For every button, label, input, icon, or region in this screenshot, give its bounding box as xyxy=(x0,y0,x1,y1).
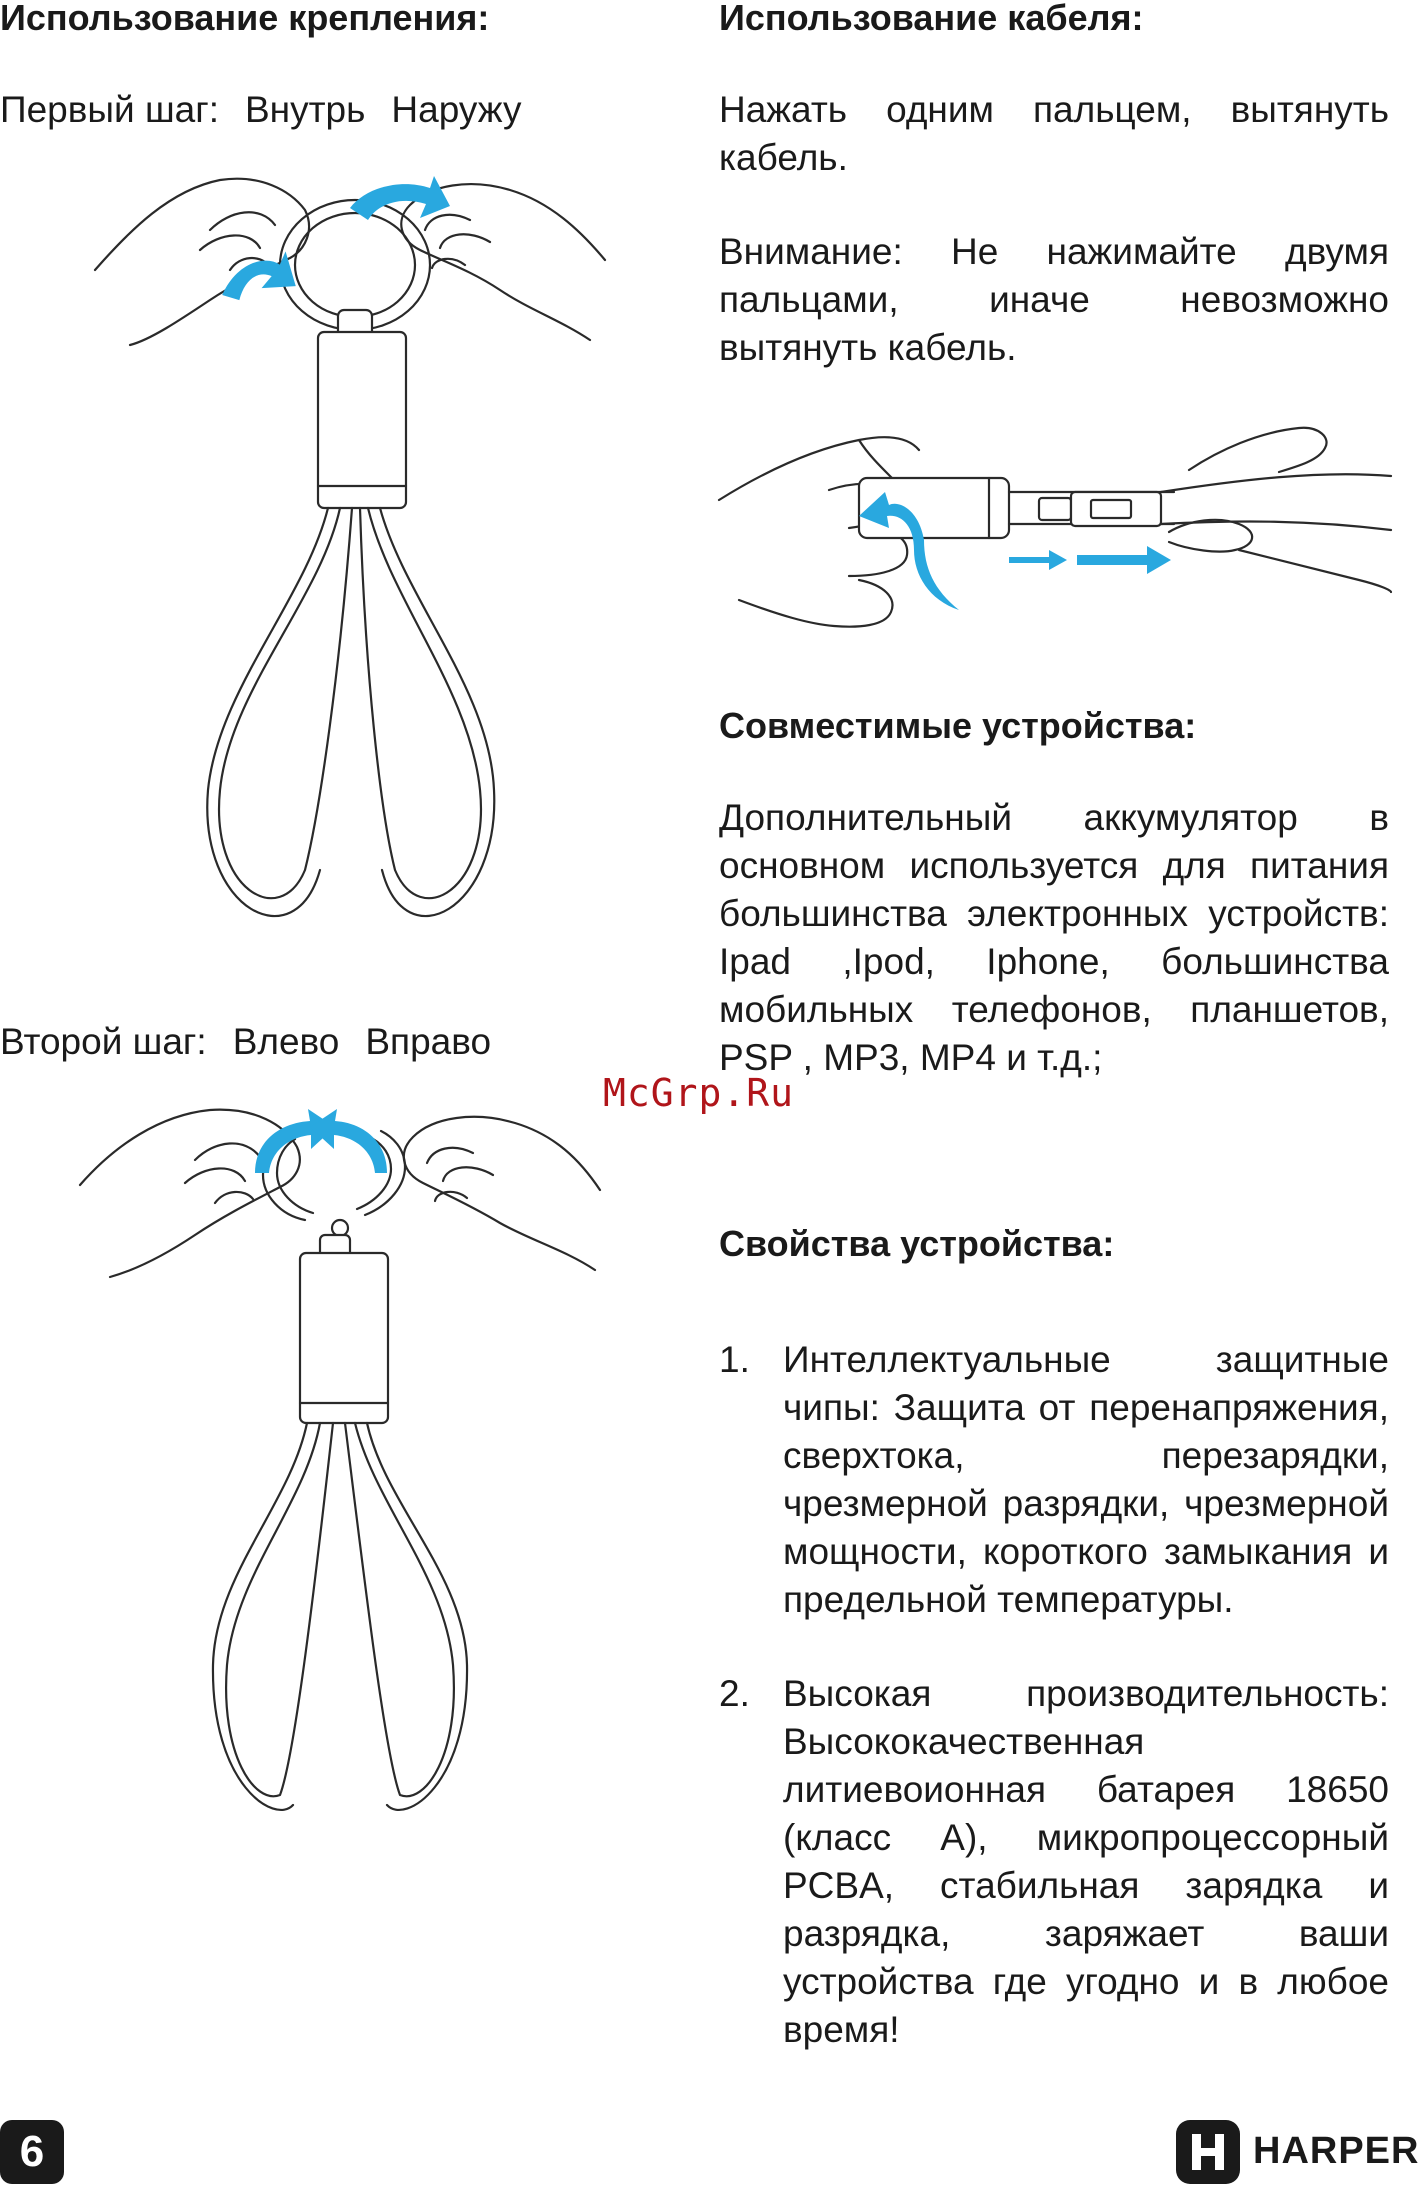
properties-list xyxy=(719,1336,1389,2054)
device-properties-heading: Свойства устройства: xyxy=(719,1223,1115,1264)
mount-usage-heading: Использование крепления: xyxy=(0,0,490,38)
step1-out-label: Наружу xyxy=(391,89,522,130)
step1-label: Первый шаг: xyxy=(0,89,219,130)
step2-right-label: Вправо xyxy=(365,1021,492,1062)
cable-instruction-text: Нажать одним пальцем, вытянуть кабель. xyxy=(719,89,1389,178)
step2-left-label: Влево xyxy=(232,1021,340,1062)
list-item-number: 1. xyxy=(719,1339,750,1380)
list-item-text: Интеллектуальные защитные чипы: Защита от перенапряжения, сверхтока, перезарядки, чрезмерной разрядки, чрезмерной мощности, короткого замыкания и предельной температуры. xyxy=(783,1339,1389,1620)
page-number: 6 xyxy=(0,2120,64,2184)
step2-illustration xyxy=(75,1105,605,1835)
step2-caption xyxy=(0,1018,491,1066)
step1-caption xyxy=(0,86,521,134)
list-item-text: Высокая производительность: Высококачественная литиевоионная батарея 18650 (класс A), микропроцессорный PCBA, стабильная зарядка и разрядка, заряжает ваши устройства где угодно и в любое время! xyxy=(783,1673,1389,2050)
brand-name: HARPER xyxy=(1253,2130,1419,2172)
step1-illustration xyxy=(90,170,610,970)
list-item-number: 2. xyxy=(719,1673,750,1714)
watermark: McGrp.Ru xyxy=(603,1071,795,1115)
cable-warning-text: Внимание: Не нажимайте двумя пальцами, иначе невозможно вытянуть кабель. xyxy=(719,231,1389,368)
compatible-devices-text: Дополнительный аккумулятор в основном используется для питания большинства электронных устройств: Ipad ,Ipod, Iphone, большинства мобильных телефонов, планшетов, PSP , MP3, MP4 и т.д.; xyxy=(719,797,1389,1078)
cable-usage-heading: Использование кабеля: xyxy=(719,0,1144,38)
cable-pull-illustration xyxy=(719,420,1391,650)
list-item xyxy=(719,1670,1389,2054)
compatible-devices-heading: Совместимые устройства: xyxy=(719,705,1197,746)
harper-h-logo-icon xyxy=(1176,2120,1240,2184)
step2-label: Второй шаг: xyxy=(0,1021,207,1062)
step1-in-label: Внутрь xyxy=(244,89,366,130)
list-item xyxy=(719,1336,1389,1624)
